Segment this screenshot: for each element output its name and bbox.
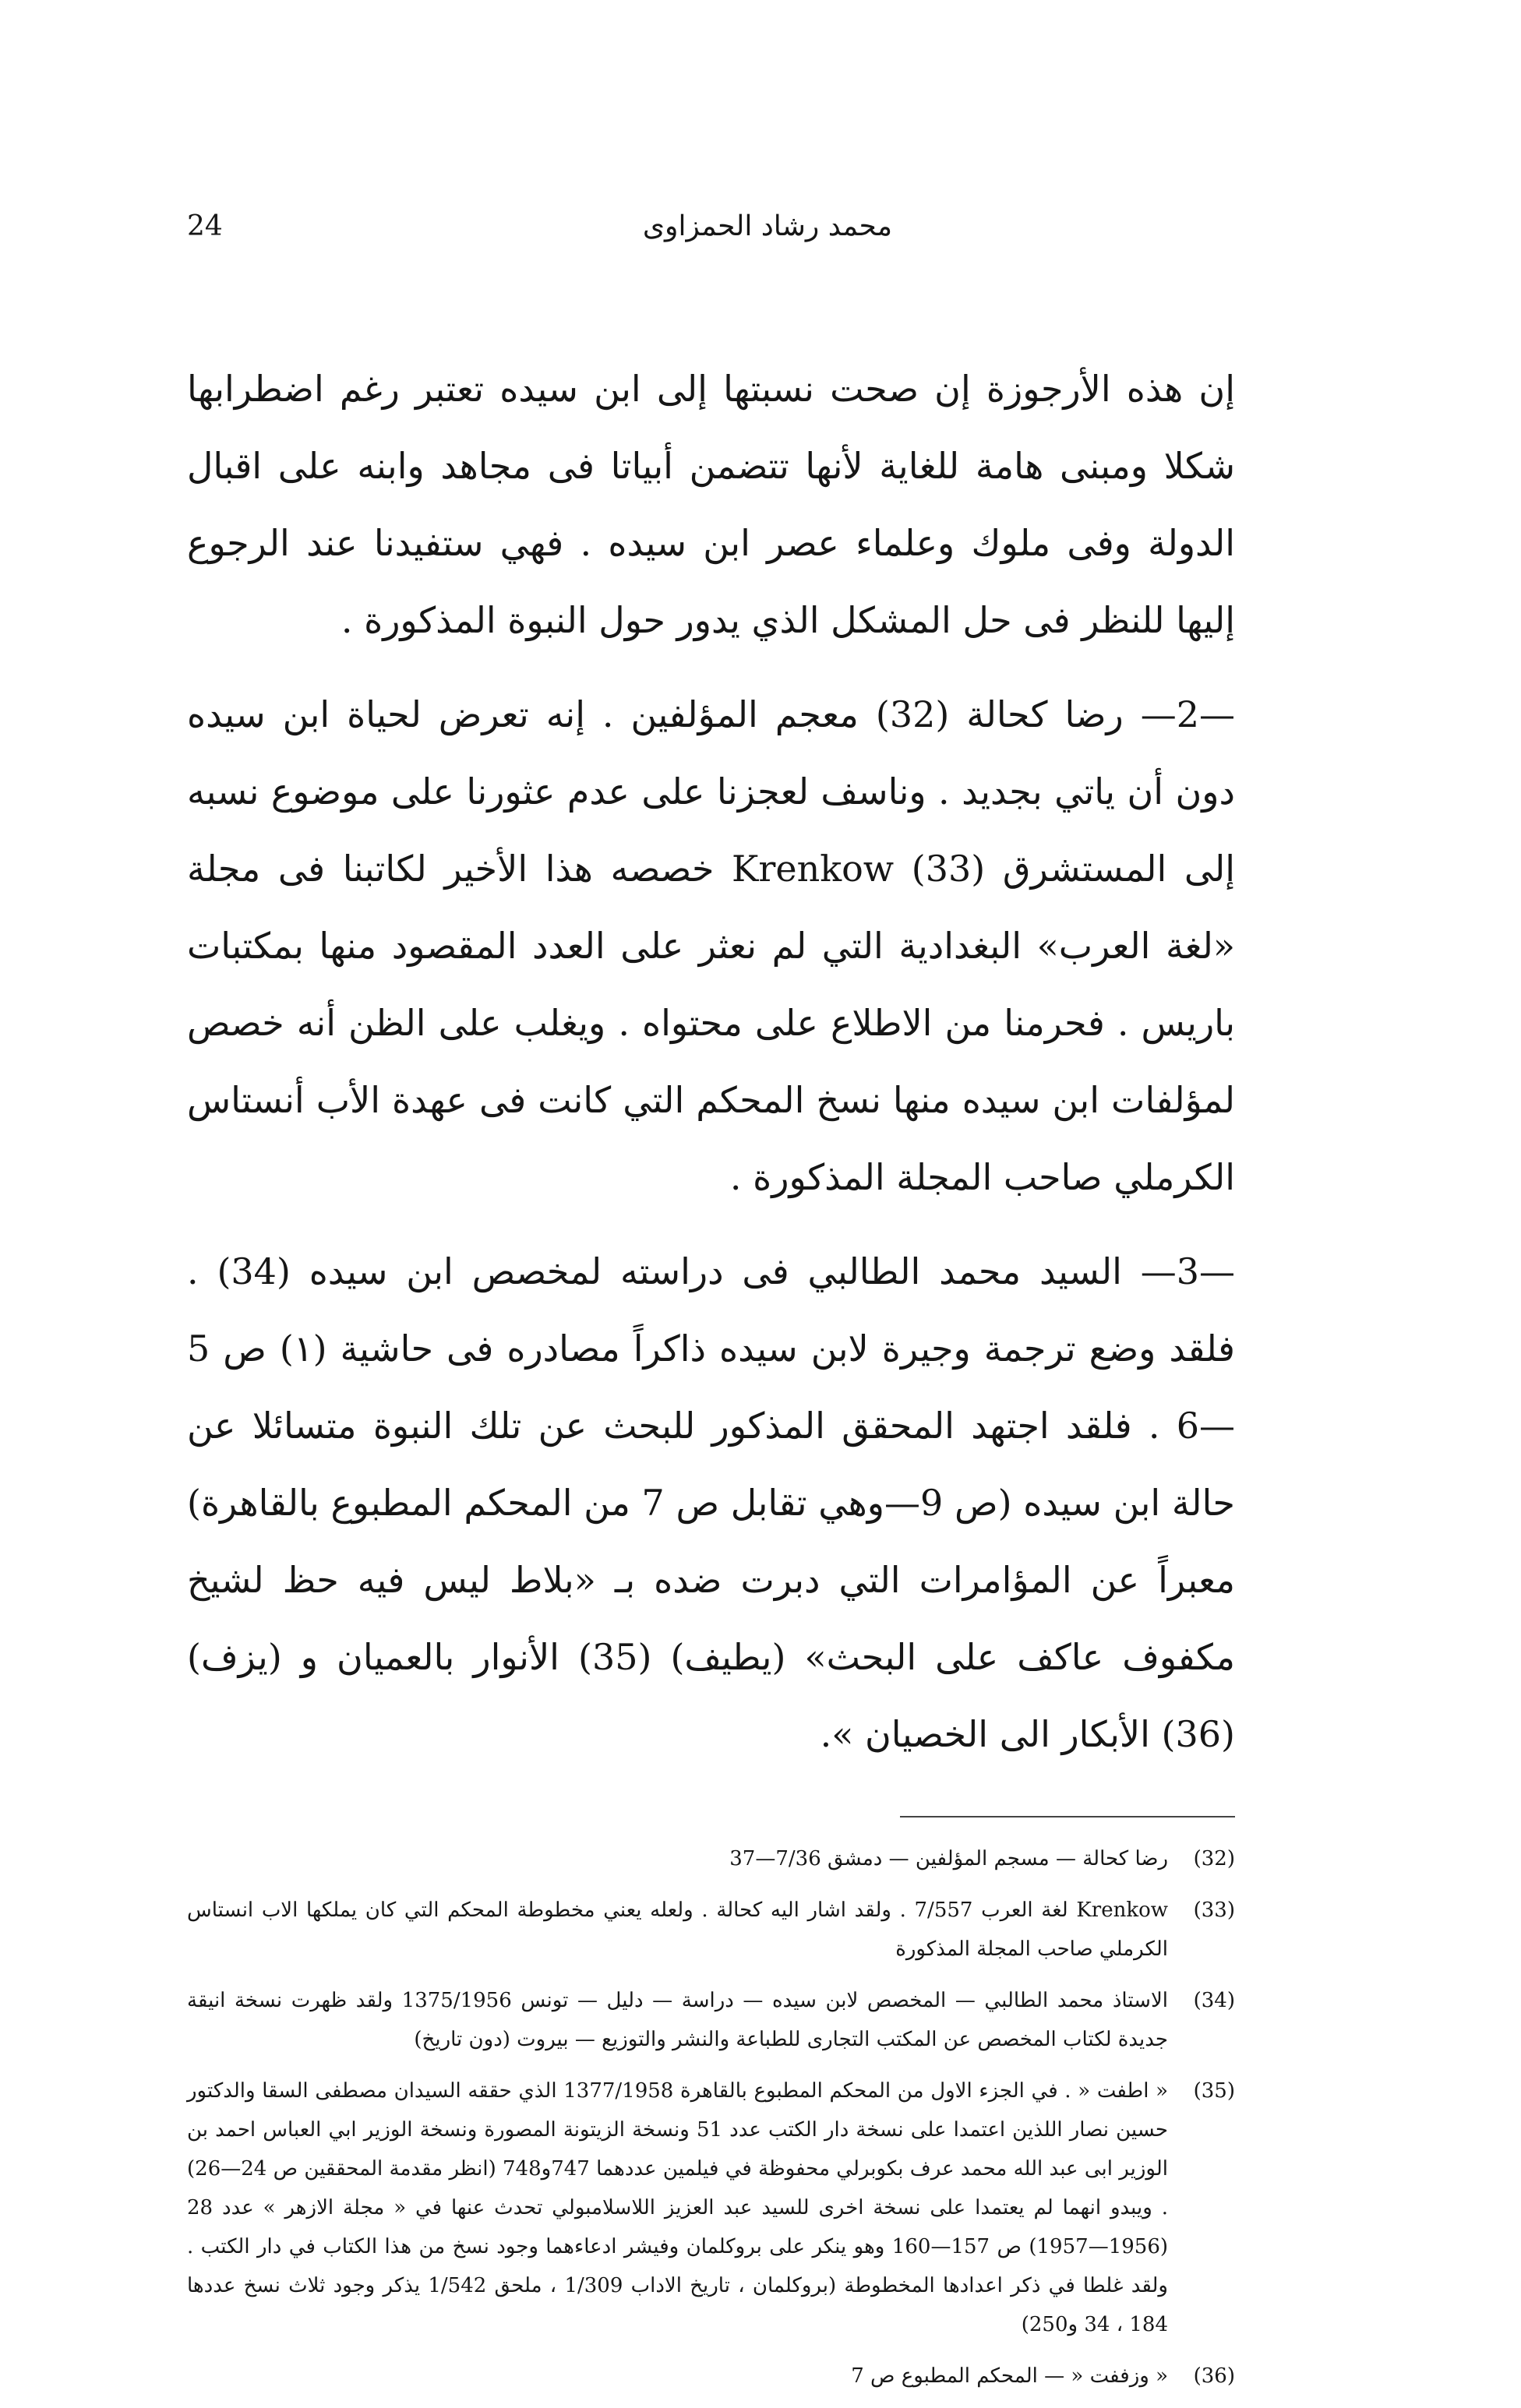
footnote-divider bbox=[900, 1816, 1235, 1817]
footnote bbox=[187, 1839, 1235, 1878]
footnote-number: (33) bbox=[1193, 1899, 1235, 1922]
page bbox=[187, 210, 1235, 2408]
footnote-text: Krenkow لغة العرب 7/557 . ولقد اشار اليه كحالة . ولعله يعني مخطوطة المحكم التي كان يملكها الاب انستاس الكرملي صاحب المجلة المذكورة bbox=[187, 1899, 1168, 1961]
footnote-text: « اطفت « . في الجزء الاول من المحكم المطبوع بالقاهرة 1377/1958 الذي حققه السيدان مصطفى السقا والدكتور حسين نصار اللذين اعتمدا على نسخة دار الكتب عدد 51 ونسخة الزيتونة المصورة ونسخة الوزير ابي العباس احمد بن الوزير ابى عبد الله محمد عرف بكوبرلي محفوظة في فيلمين عددهما 747و748 (انظر مقدمة المحققين ص 24—26) . ويبدو انهما لم يعتمدا على نسخة اخرى للسيد عبد العزيز اللاسلامبولي تحدث عنها في « مجلة الازهر » عدد 28 (1956—1957) ص 157—160 وهو ينكر على بروكلمان وفيشر ادعاءهما وجود نسخ من هذا الكتاب في دار الكتب . ولقد غلطا في ذكر اعدادها المخطوطة (بروكلمان ، تاريخ الاداب 1/309 ، ملحق 1/542 يذكر وجود ثلاث نسخ عددها 184 ، 34 و250) bbox=[187, 2079, 1169, 2336]
paragraph: —2— رضا كحالة (32) معجم المؤلفين . إنه تعرض لحياة ابن سيده دون أن ياتي بجديد . وناسف لعجزنا على عدم عثورنا على موضوع نسبه إلى المستشرق Krenkow (33) خصصه هذا الأخير لكاتبنا فى مجلة «لغة العرب» البغدادية التي لم نعثر على العدد المقصود منها بمكتبات باريس . فحرمنا من الاطلاع على محتواه . ويغلب على الظن أنه خصص لمؤلفات ابن سيده منها نسخ المحكم التي كانت فى عهدة الأب أنستاس الكرملي صاحب المجلة المذكورة . bbox=[187, 693, 1235, 1198]
footnote-number: (34) bbox=[1193, 1989, 1235, 2012]
footnote bbox=[187, 2071, 1235, 2344]
footnote-text: الاستاذ محمد الطالبي — المخصص لابن سيده — دراسة — دليل — تونس 1375/1956 ولقد ظهرت نسخة انيقة جديدة لكتاب المخصص عن المكتب التجارى للطباعة والنشر والتوزيع — بيروت (دون تاريخ) bbox=[187, 1989, 1168, 2051]
footnote-text: رضا كحالة — مسجم المؤلفين — دمشق 7/36—37 bbox=[729, 1847, 1168, 1870]
footnote-text: « وزففت « — المحكم المطبوع ص 7 bbox=[851, 2364, 1168, 2388]
footnote-number: (36) bbox=[1193, 2364, 1235, 2388]
footnote-number: (32) bbox=[1193, 1847, 1235, 1870]
footnote bbox=[187, 1891, 1235, 1969]
footnotes bbox=[187, 1839, 1235, 2396]
paragraph: —3— السيد محمد الطالبي فى دراسته لمخصص ابن سيده (34) . فلقد وضع ترجمة وجيرة لابن سيده ذاكراً مصادره فى حاشية (١) ص 5—6 . فلقد اجتهد المحقق المذكور للبحث عن تلك النبوة متسائلا عن حالة ابن سيده (ص 9—وهي تقابل ص 7 من المحكم المطبوع بالقاهرة) معبراً عن المؤامرات التي دبرت ضده بـ «بلاط ليس فيه حظ لشيخ مكفوف عاكف على البحث» (يطيف) (35) الأنوار بالعميان و (يزف) (36) الأبكار الى الخصيان ». bbox=[187, 1250, 1236, 1755]
running-title: محمد رشاد الحمزاوى bbox=[642, 210, 892, 242]
page-number: 24 bbox=[187, 210, 223, 242]
body-text bbox=[187, 351, 1235, 1773]
footnote-number: (35) bbox=[1193, 2079, 1235, 2103]
paragraph: إن هذه الأرجوزة إن صحت نسبتها إلى ابن سيده تعتبر رغم اضطرابها شكلا ومبنى هامة للغاية لأنها تتضمن أبياتا فى مجاهد وابنه على اقبال الدولة وفى ملوك وعلماء عصر ابن سيده . فهي ستفيدنا عند الرجوع إليها للنظر فى حل المشكل الذي يدور حول النبوة المذكورة . bbox=[187, 368, 1235, 641]
footnote bbox=[187, 2357, 1235, 2396]
page-header bbox=[187, 210, 1235, 265]
footnote bbox=[187, 1981, 1235, 2059]
